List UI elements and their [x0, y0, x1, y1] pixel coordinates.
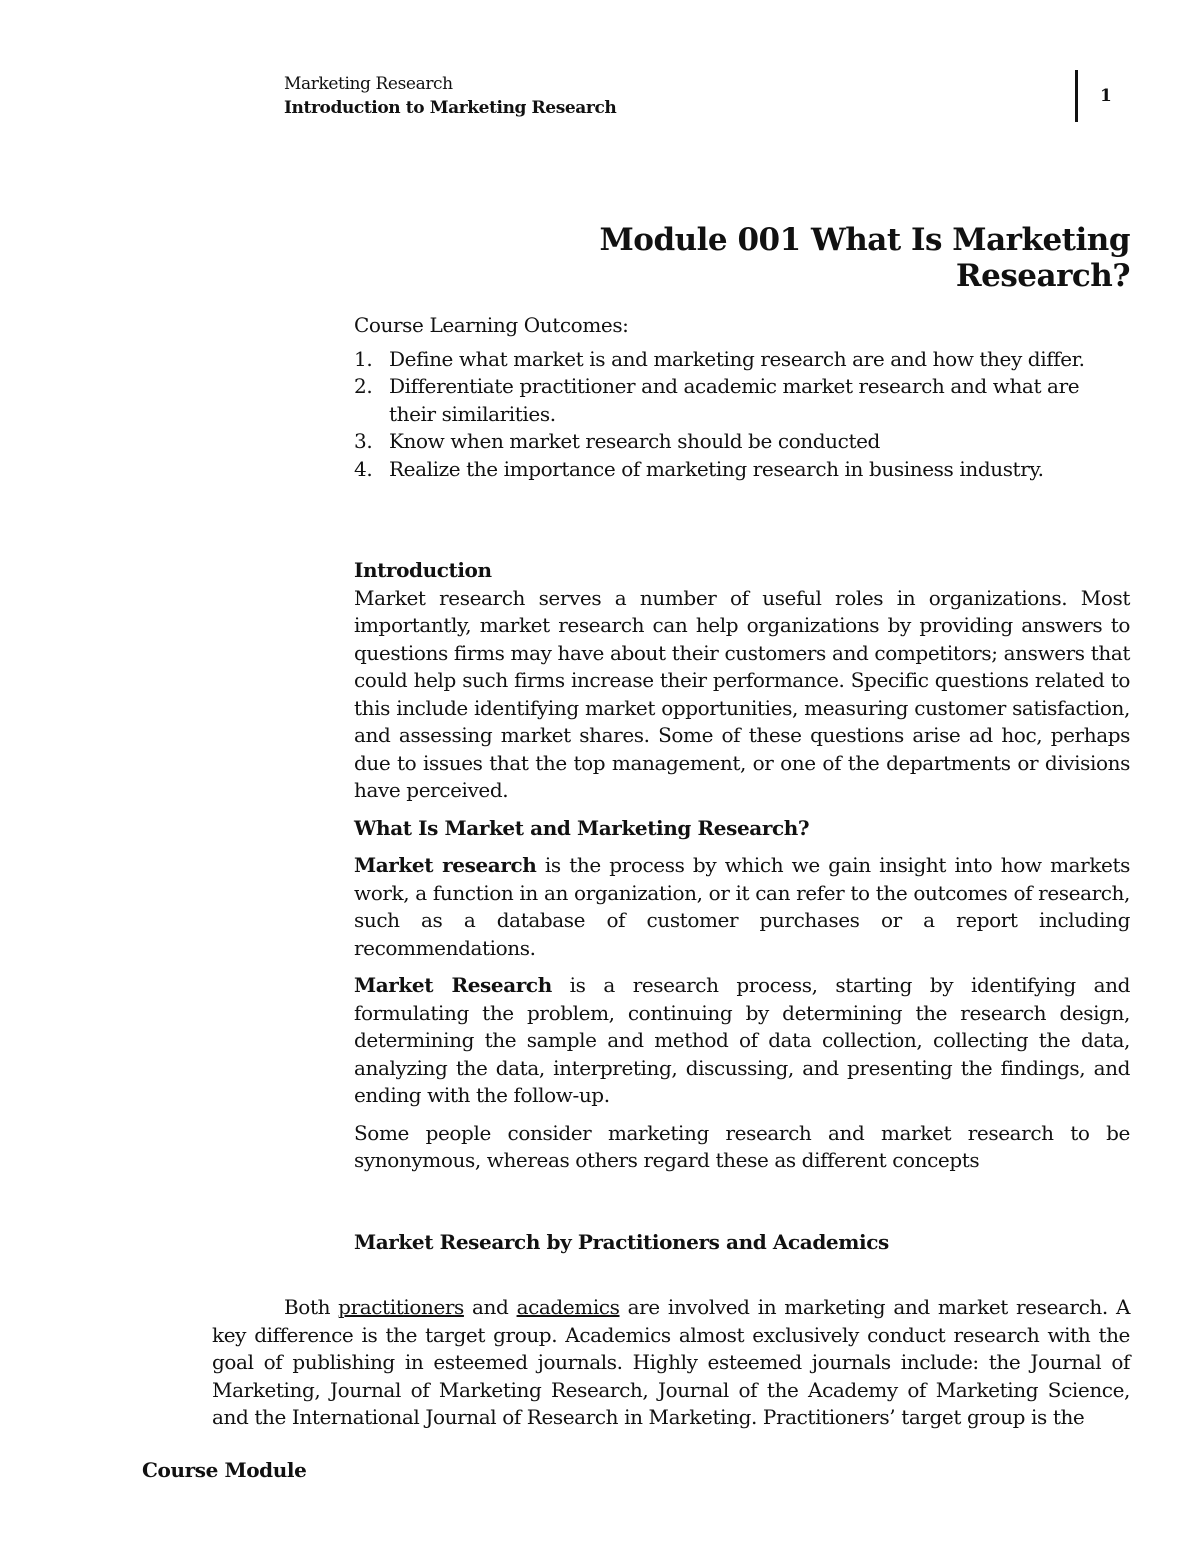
- header-section-title: Introduction to Marketing Research: [284, 98, 617, 118]
- synonym-paragraph: Some people consider marketing research and market research to be synonymous, whereas others regard these as different concepts: [354, 1120, 1130, 1172]
- what-is-heading: What Is Market and Marketing Research?: [354, 815, 810, 840]
- practitioners-link[interactable]: practitioners: [338, 1295, 464, 1319]
- definition-text-2: is a research process, starting by identifying and formulating the problem, continuing by determining the research design, determining the sample and method of data collection, collecting the data, analyzing the data, interpreting, discussing, and presenting the findings, and ending with the follow-up.: [354, 973, 1130, 1107]
- list-item-number: 3.: [354, 429, 373, 453]
- paragraph-lead: Both: [284, 1295, 339, 1319]
- list-item-text: Realize the importance of marketing research in business industry.: [389, 456, 1044, 481]
- list-item-text: Know when market research should be conducted: [389, 429, 880, 453]
- definition-paragraph-1: [354, 852, 1130, 962]
- list-item-text: Define what market is and marketing research are and how they differ.: [389, 346, 1085, 371]
- introduction-paragraph: Market research serves a number of useful roles in organizations. Most importantly, market research can help organizations by providing answers to questions firms may have about their customers and competitors; answers that could help such firms increase their performance. Specific questions related to this include identifying market opportunities, measuring customer satisfaction, and assessing market shares. Some of these questions arise ad hoc, perhaps due to issues that the top management, or one of the departments or divisions have perceived.: [354, 585, 1130, 802]
- list-item: [354, 346, 1130, 374]
- academics-link[interactable]: academics: [516, 1295, 620, 1319]
- module-title: Module 001 What Is Marketing Research?: [599, 222, 1130, 294]
- practitioners-heading: Market Research by Practitioners and Academics: [354, 1229, 889, 1254]
- page-footer: Course Module: [142, 1458, 307, 1482]
- paragraph-text: are involved in marketing and market research. A key difference is the target group. Academics almost exclusively conduct research with the goal of publishing in esteemed journals. Highly esteemed journals include: the Journal of Marketing, Journal of Marketing Research, Journal of the Academy of Marketing Science, and the International Journal of Research in Marketing. Practitioners’ target group is the: [212, 1295, 1130, 1429]
- list-item: [354, 428, 1130, 456]
- page-number: 1: [1100, 86, 1112, 106]
- list-item: [354, 373, 1130, 428]
- outcomes-list: [354, 346, 1130, 484]
- running-header: [284, 72, 616, 120]
- term-market-research-process: Market Research: [354, 973, 552, 997]
- header-divider: [1075, 70, 1078, 122]
- outcomes-label: Course Learning Outcomes:: [354, 313, 629, 337]
- introduction-heading: Introduction: [354, 558, 492, 582]
- term-market-research: Market research: [354, 853, 537, 877]
- list-item-number: 2.: [354, 374, 373, 398]
- main-content: [354, 312, 1130, 1264]
- definition-paragraph-2: [354, 972, 1130, 1110]
- list-item-number: 1.: [354, 346, 373, 371]
- header-course-title: Marketing Research: [284, 74, 453, 94]
- list-item-text: Differentiate practitioner and academic market research and what are their similarities.: [389, 374, 1080, 426]
- list-item: [354, 456, 1130, 484]
- practitioners-paragraph: [212, 1294, 1130, 1432]
- definition-text-1: is the process by which we gain insight into how markets work, a function in an organization, or it can refer to the outcomes of research, such as a database of customer purchases or a report including recommendations.: [354, 853, 1130, 960]
- paragraph-connector: and: [463, 1295, 517, 1319]
- list-item-number: 4.: [354, 456, 373, 481]
